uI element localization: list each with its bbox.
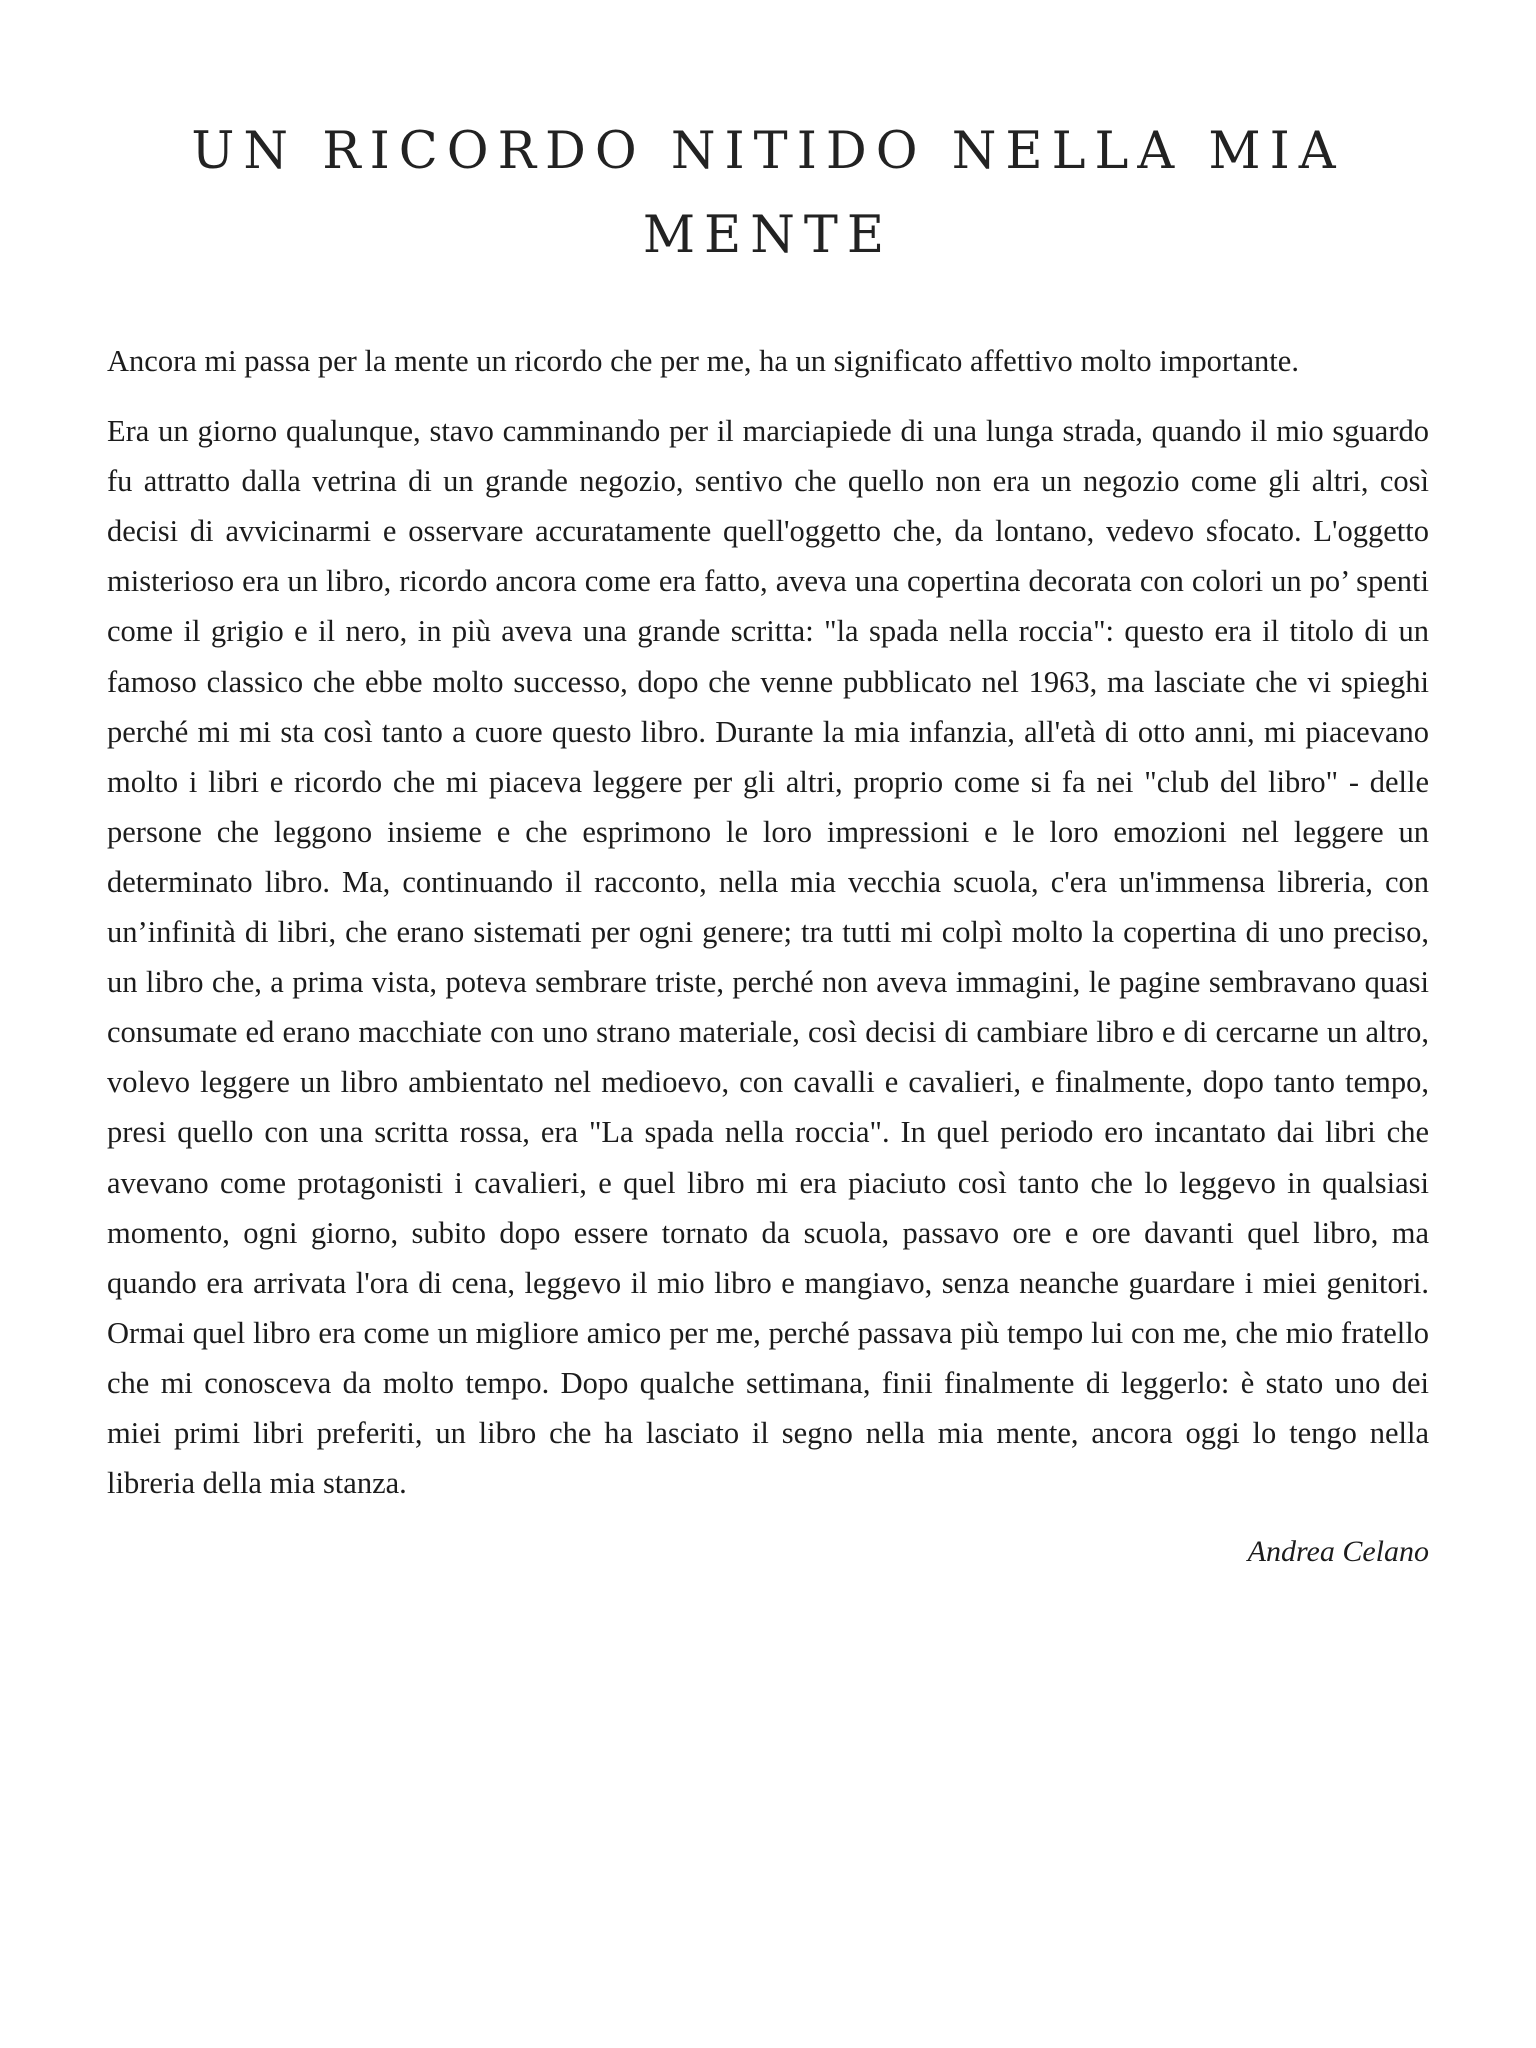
paragraph-intro: Ancora mi passa per la mente un ricordo che per me, ha un significato affettivo molto importante. (107, 344, 1299, 378)
paragraph-body: Era un giorno qualunque, stavo camminando per il marciapiede di una lunga strada, quando il mio sguardo fu attratto dalla vetrina di un grande negozio, sentivo che quello non era un negozio come gli altri, così decisi di avvicinarmi e osservare accuratamente quell'oggetto che, da lontano, vedevo sfocato. L'oggetto misterioso era un libro, ricordo ancora come era fatto, aveva una copertina decorata con colori un po’ spenti come il grigio e il nero, in più aveva una grande scritta: "la spada nella roccia": questo era il titolo di un famoso classico che ebbe molto successo, dopo che venne pubblicato nel 1963, ma lasciate che vi spieghi perché mi mi sta così tanto a cuore questo libro. Durante la mia infanzia, all'età di otto anni, mi piacevano molto i libri e ricordo che mi piaceva leggere per gli altri, proprio come si fa nei "club del libro" - delle persone che leggono insieme e che esprimono le loro impressioni e le loro emozioni nel leggere un determinato libro. Ma, continuando il racconto, nella mia vecchia scuola, c'era un'immensa libreria, con un’infinità di libri, che erano sistemati per ogni genere; tra tutti mi colpì molto la copertina di uno preciso, un libro che, a prima vista, poteva sembrare triste, perché non aveva immagini, le pagine sembravano quasi consumate ed erano macchiate con uno strano materiale, così decisi di cambiare libro e di cercarne un altro, volevo leggere un libro ambientato nel medioevo, con cavalli e cavalieri, e finalmente, dopo tanto tempo, presi quello con una scritta rossa, era "La spada nella roccia". In quel periodo ero incantato dai libri che avevano come protagonisti i cavalieri, e quel libro mi era piaciuto così tanto che lo leggevo in qualsiasi momento, ogni giorno, subito dopo essere tornato da scuola, passavo ore e ore davanti quel libro, ma quando era arrivata l'ora di cena, leggevo il mio libro e mangiavo, senza neanche guardare i miei genitori. Ormai quel libro era come un migliore amico per me, perché passava più tempo lui con me, che mio fratello che mi conosceva da molto tempo. Dopo qualche settimana, finii finalmente di leggerlo: è stato uno dei miei primi libri preferiti, un libro che ha lasciato il segno nella mia mente, ancora oggi lo tengo nella libreria della mia stanza. (107, 414, 1429, 1501)
author-signature: Andrea Celano (1247, 1535, 1429, 1569)
page-title: UN RICORDO NITIDO NELLA MIA MENTE (191, 122, 1345, 265)
